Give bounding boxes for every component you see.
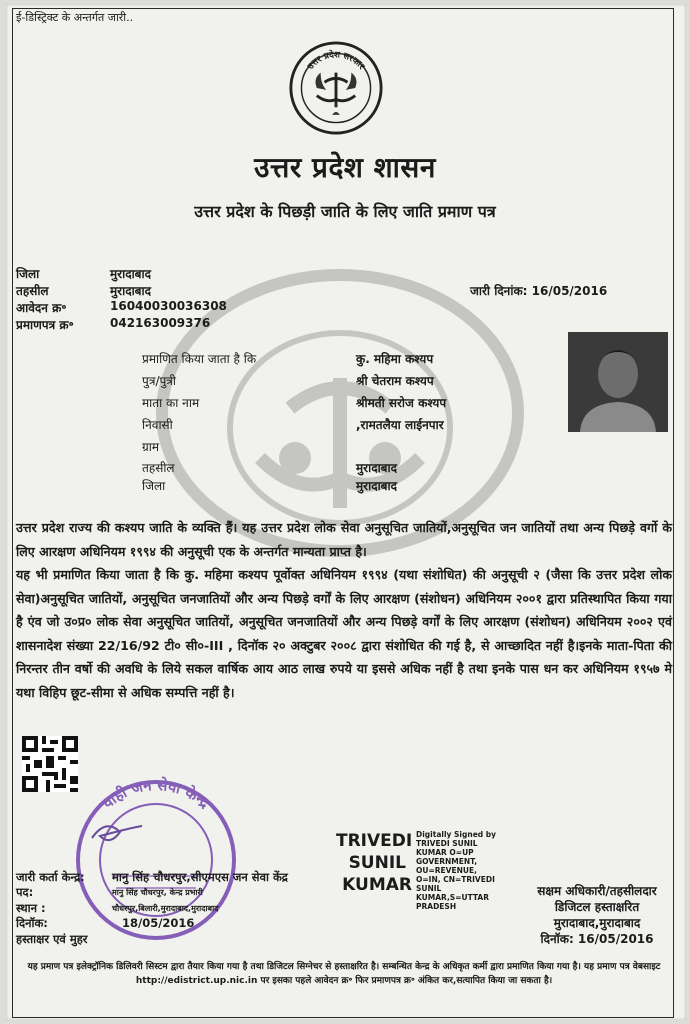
detail-label-parent: पुत्र/पुत्री [142,374,177,388]
disclaimer: यह प्रमाण पत्र इलेक्ट्रॉनिक डिलिवरी सिस्टम द्वारा तैयार किया गया है तथा डिजिटल सिग्नेचर से हस्ताक्षरित है। सम्बन्धित केन्द्र के अधिकृत कर्मी द्वारा प्रमाणित किया गया है। यह प्रमाण पत्र वेबसाइट http://edistrict.up.nic.in पर इसका पहले आवेदन क्र॰ फिर प्रमाणपत्र क्र॰ अंकित कर,सत्यापित किया जा सकता है। [27,962,661,986]
authority-digital: डिजिटल हस्ताक्षरित [554,900,640,914]
date-label: दिनॉक: [16,916,48,930]
issuer-value: मानु सिंह चौधरपुर,सीएमएस जन सेवा केंद्र [112,870,288,884]
svg-text:उत्तर प्रदेश सरकार [305,49,366,72]
detail-label-district: जिला [142,479,166,493]
tehsil-label: तहसील [16,284,49,298]
detail-label-tehsil: तहसील [142,461,175,475]
district-value: मुरादाबाद [110,267,152,281]
date-value: 18/05/2016 [122,916,195,930]
body-paragraph-2: यह भी प्रमाणित किया जाता है कि कु. महिमा कश्यप पूर्वोक्त अधिनियम १९९४ (यथा संशोधित) की अनुसूची २ (जैसा कि उत्तर प्रदेश लोक सेवा)अनुसूचित जातियों, अनुसूचित जनजातियों और अन्य पिछड़े वर्गों के लिए आरक्षण (संशोधन) अधिनियम २००१ द्वारा प्रतिस्थापित किया गया है एंव जो उ०प्र० लोक सेवा अनुसूचित जातियों, अनुसूचित जनजातियों और अन्य पिछड़े वर्गों के लिए आरक्षण (संशोधन) अधिनियम २००२ एवं शासनादेश संख्या 22/16/92 टी० सी०-III , दिनॉक २० अक्टुबर २००८ द्वारा संशोधित की गई है, से आच्छादित नहीं है।इनके माता-पिता की निरन्तर तीन वर्षो की अवधि के लिये सकल वार्षिक आय आठ लाख रुपये या इससे अधिक नहीं है तथा इनके पास धन कर अधिनियम १९५७ मे यथा विहिप छूट-सीमा से अधिक सम्पत्ति नहीं है। [16,567,672,700]
svg-text:वाही जन सेवा केन्द्र [98,776,214,813]
authority-date: दिनॉक: 16/05/2016 [540,932,654,946]
detail-label-mother: माता का नाम [142,396,200,410]
digital-sig-line: OU=REVENUE, [416,866,477,875]
tehsil-value: मुरादाबाद [110,284,152,298]
signer-name-line-3: KUMAR [342,875,412,895]
digital-sig-line: PRADESH [416,902,457,911]
digital-sig-line: KUMAR O=UP [416,848,474,857]
up-emblem-icon [288,40,384,136]
detail-label-resident: निवासी [142,418,173,432]
application-no-value: 16040030036308 [110,299,227,313]
applicant-photo [568,332,668,432]
detail-value-mother: श्रीमती सरोज कश्यप [356,396,447,410]
authority-place: मुरादाबाद,मुरादाबाद [553,916,641,930]
place-value: चौधरपुर,बिलारी,मुरादाबाद,मुरादाबाद [112,904,219,913]
certificate-no-value: 042163009376 [110,316,211,330]
digital-sig-line: GOVERNMENT, [416,857,478,866]
digital-sig-line: KUMAR,S=UTTAR [416,893,489,902]
issue-date: जारी दिनांक: 16/05/2016 [470,284,608,298]
certificate-subtitle: उत्तर प्रदेश के पिछड़ी जाति के लिए जाति प्रमाण पत्र [194,202,496,221]
application-no-label: आवेदन क्र॰ [16,301,67,315]
seal-label: हस्ताक्षर एवं मुहर [16,932,88,946]
authority-title: सक्षम अधिकारी/तहसीलदार [537,884,657,898]
signer-name-line-2: SUNIL [348,853,406,873]
post-value: मानु सिंह चौधरपुर, केन्द्र प्रभारी [112,888,203,897]
body-paragraph-1: उत्तर प्रदेश राज्य की कश्यप जाति के व्यक्ति हैं। यह उत्तर प्रदेश लोक सेवा अनुसूचित जातियों,अनुसूचित जन जातियों तथा अन्य पिछड़े वर्गो के लिए आरक्षण अधिनियम १९९४ की अनुसूची एक के अन्तर्गत मान्यता प्राप्त है। [16,520,672,559]
signer-name-line-1: TRIVEDI [336,831,413,851]
issuer-label: जारी कर्ता केन्द्र: [16,870,85,884]
place-label: स्थान : [16,901,46,915]
digital-sig-line: TRIVEDI SUNIL [416,839,478,848]
detail-value-name: कु. महिमा कश्यप [356,352,434,366]
qr-code-icon [22,736,78,792]
certificate-body [16,516,672,704]
detail-value-tehsil: मुरादाबाद [356,461,398,475]
certificate-no-label: प्रमाणपत्र क्र॰ [16,318,74,332]
ediss-note: ई-डिस्ट्रिक्ट के अन्तर्गत जारी.. [16,11,134,24]
detail-label-village: ग्राम [142,440,160,454]
page-title: उत्तर प्रदेश शासन [254,151,436,184]
stamp-text: वाही जन सेवा केन्द्र [99,776,214,813]
digital-sig-line: SUNIL [416,884,442,893]
detail-value-father: श्री चेतराम कश्यप [356,374,434,388]
detail-label-certified: प्रमाणित किया जाता है कि [142,352,257,366]
digital-signature-block [416,830,526,911]
digital-sig-line: Digitally Signed by [416,830,497,839]
detail-value-district: मुरादाबाद [356,479,398,493]
post-label: पद: [16,885,34,899]
detail-value-resident: ,रामतलैया लाईनपार [356,418,444,432]
district-label: जिला [16,267,40,281]
digital-sig-line: O=IN, CN=TRIVEDI [416,875,495,884]
signer-name [336,830,412,896]
emblem-text: उत्तर प्रदेश सरकार [305,50,367,72]
